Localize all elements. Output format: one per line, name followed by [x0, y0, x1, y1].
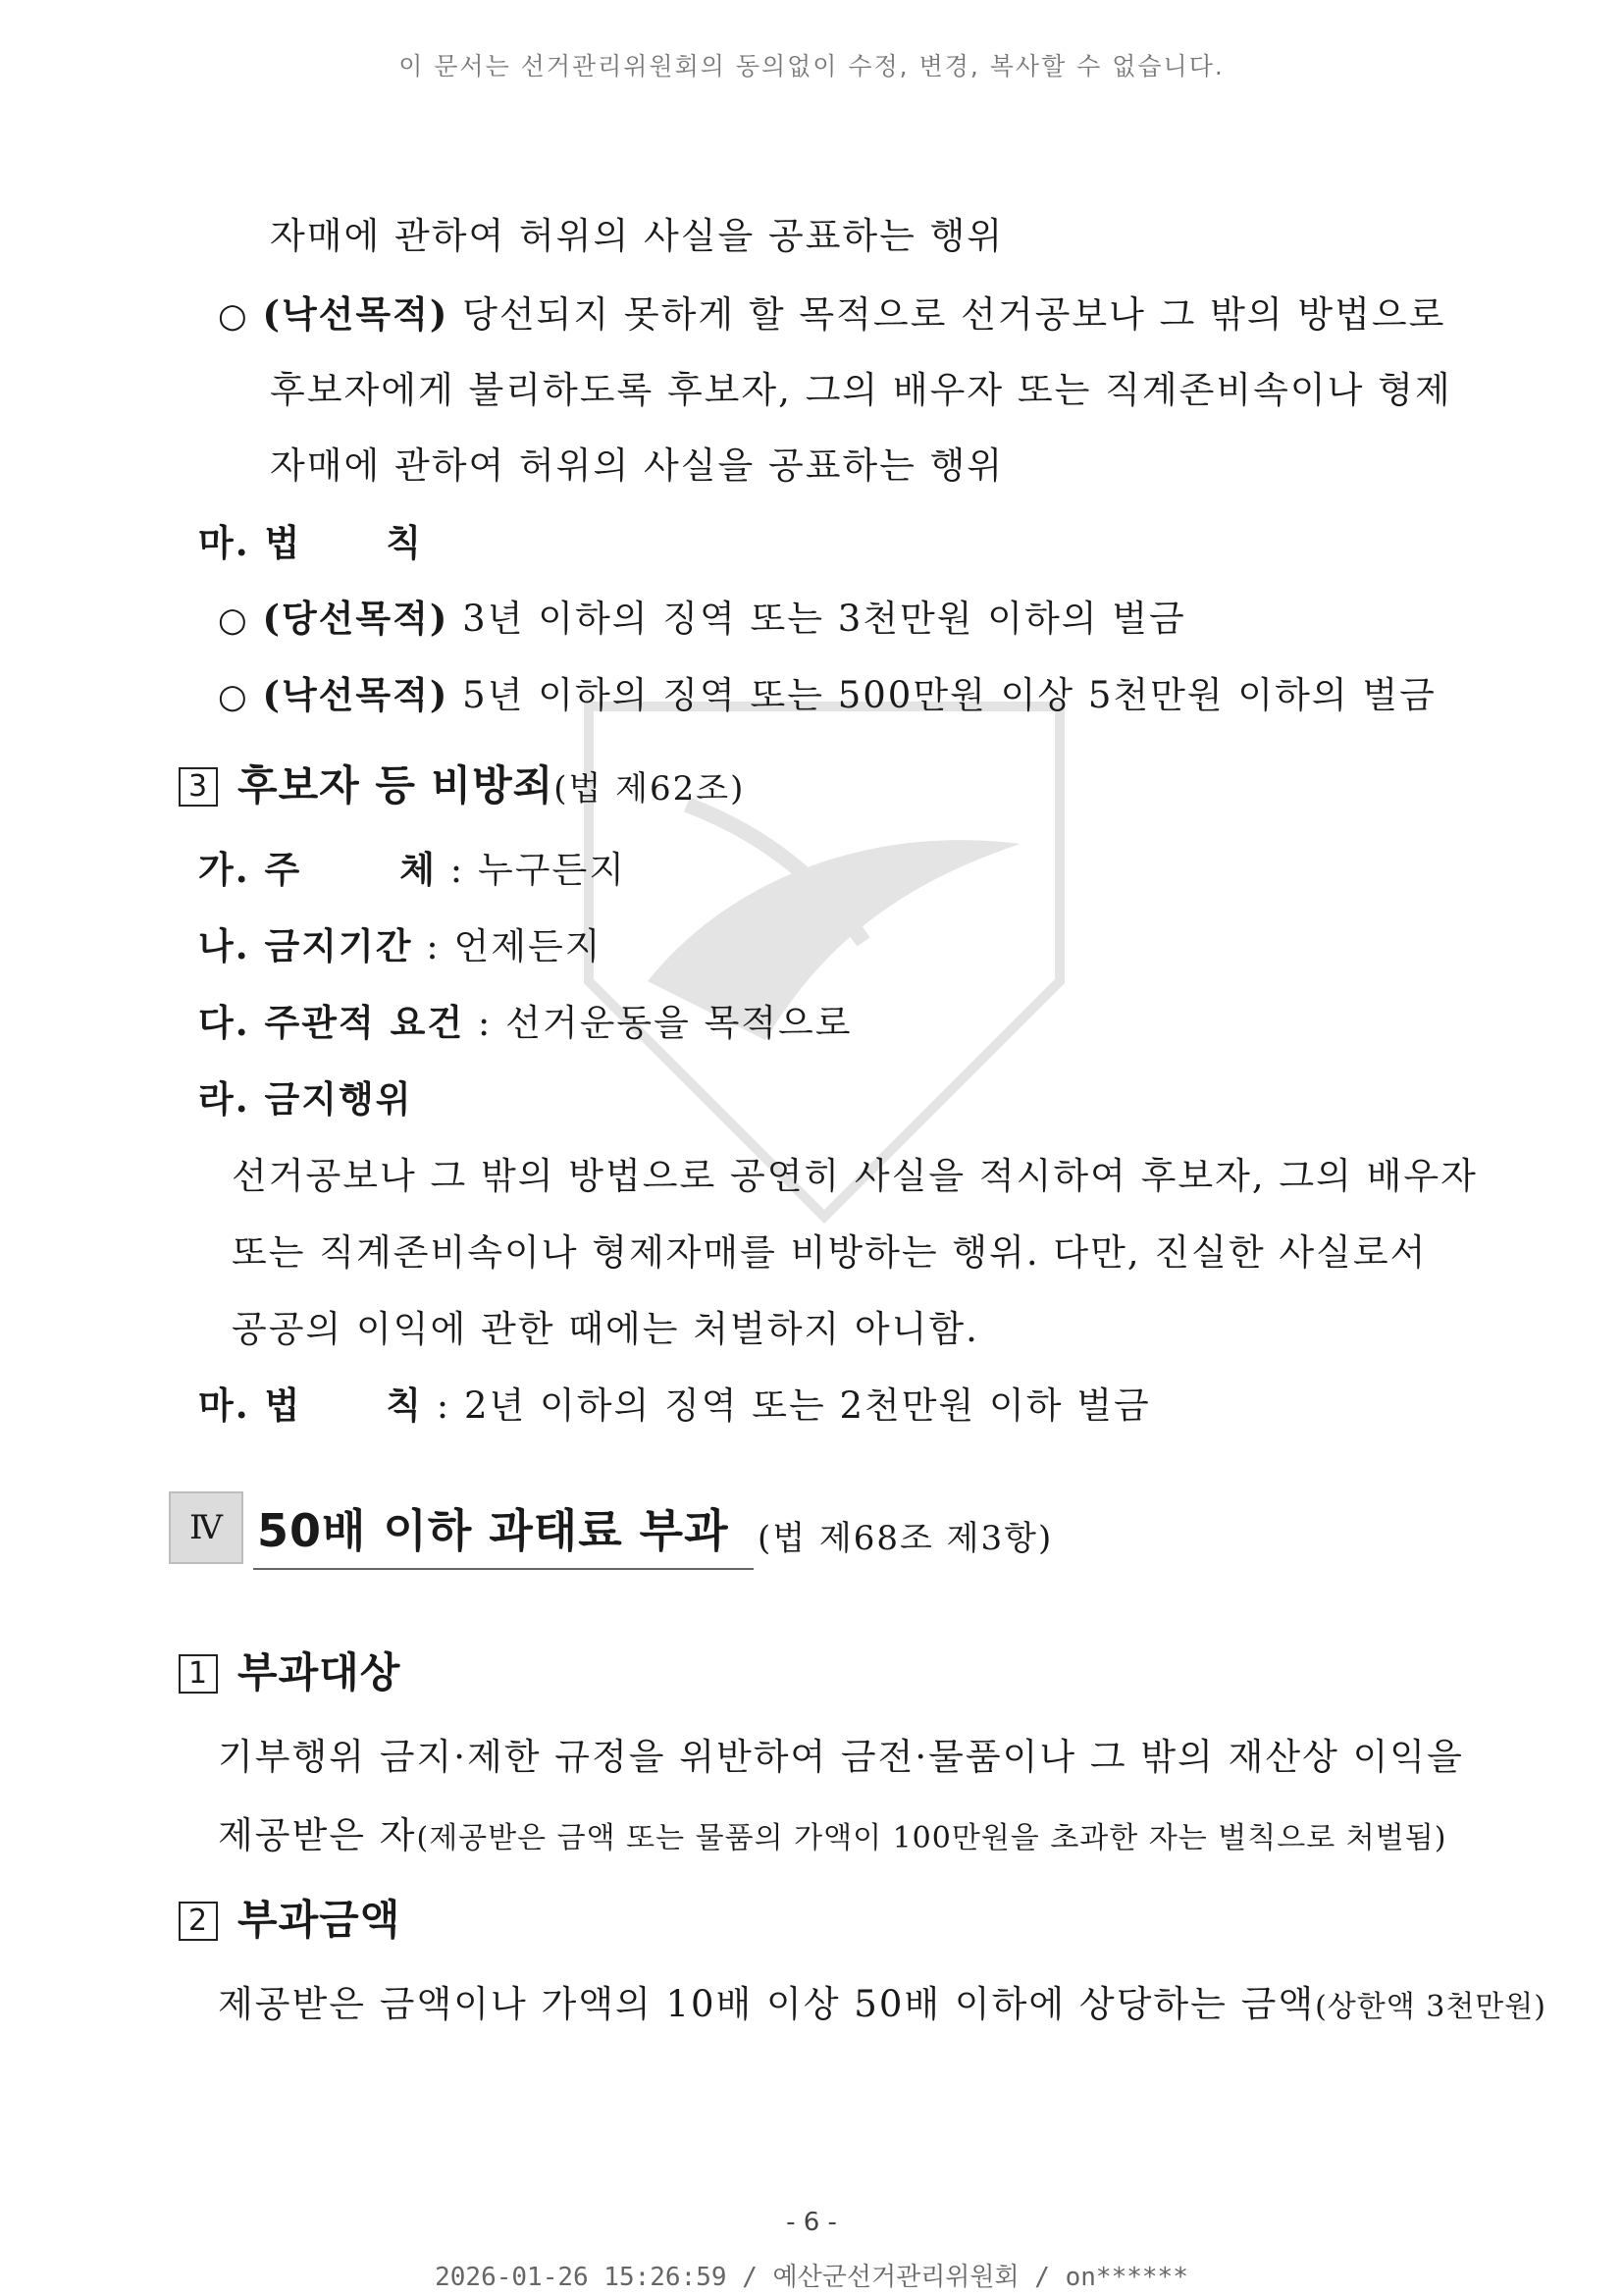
- section-title: 후보자 등 비방죄: [237, 761, 554, 809]
- item-text: 5년 이하의 징역 또는 500만원 이상 5천만원 이하의 벌금: [448, 674, 1437, 716]
- section-ref: (법 제62조): [553, 769, 746, 809]
- prohibited-label: 라. 금지행위: [198, 1077, 413, 1121]
- penalty-heading: [198, 513, 423, 566]
- item-label: (당선목적): [262, 597, 449, 640]
- print-stamp: 2026-01-26 15:26:59 / 예산군선거관리위원회 / on******: [435, 2263, 1188, 2292]
- target-note: (제공받은 금액 또는 물품의 가액이 100만원을 초과한 자는 벌칙으로 처벌됨): [416, 1821, 1447, 1855]
- item-text: 당선되지 못하게 할 목적으로 선거공보나 그 밖의 방법으로: [448, 293, 1446, 336]
- subjective-label: 다. 주관적 요건: [198, 1001, 465, 1044]
- chapter-ref: (법 제68조 제3항): [758, 1519, 1054, 1558]
- page-number: - 6 -: [786, 2208, 837, 2237]
- subjective-value: : 선거운동을 목적으로: [464, 1002, 853, 1044]
- item-label: (낙선목적): [262, 292, 449, 336]
- amount-main: 제공받은 금액이나 가액의 10배 이상 50배 이하에 상당하는 금액: [218, 1983, 1316, 2025]
- section-title: 부과금액: [237, 1896, 401, 1944]
- penalty-suffix: 칙: [386, 1383, 423, 1427]
- sec3-penalty-row: [198, 1376, 1151, 1429]
- bullet-circle-icon: ○: [218, 296, 249, 336]
- target-line1: 기부행위 금지·제한 규정을 위반하여 금전·물품이나 그 밖의 재산상 이익을: [218, 1736, 1464, 1778]
- amount-line: [218, 1974, 1546, 2027]
- prohibited-line3: 공공의 이익에 관한 때에는 처벌하지 아니함.: [232, 1308, 979, 1350]
- penalty-value: : 2년 이하의 징역 또는 2천만원 이하 벌금: [423, 1384, 1151, 1427]
- penalty-item-defeat: [218, 665, 1437, 718]
- sec2-item-line2: 후보자에게 불리하도록 후보자, 그의 배우자 또는 직계존비속이나 형제: [270, 369, 1452, 411]
- item-text: 3년 이하의 징역 또는 3천만원 이하의 벌금: [448, 598, 1186, 640]
- penalty-suffix: 칙: [386, 521, 423, 564]
- sec2-cont-line: 자매에 관하여 허위의 사실을 공표하는 행위: [270, 215, 1005, 257]
- subject-prefix: 가. 주: [198, 848, 302, 891]
- chapter-title-underline: [253, 1568, 754, 1570]
- section-number-box: 3: [179, 767, 218, 807]
- amount-note: (상한액 3천만원): [1315, 1990, 1546, 2024]
- bullet-circle-icon: ○: [218, 600, 249, 640]
- target-heading: [179, 1641, 400, 1699]
- sec2-item-line3: 자매에 관하여 허위의 사실을 공표하는 행위: [270, 444, 1005, 487]
- period-row: [198, 916, 602, 969]
- chapter-title: 50배 이하 과태료 부과: [257, 1504, 729, 1557]
- section-number-box: 1: [179, 1654, 218, 1694]
- penalty-prefix: 마. 법: [198, 521, 302, 564]
- subjective-row: [198, 993, 853, 1046]
- sec2-item-defeat: [218, 285, 1445, 338]
- period-value: : 언제든지: [412, 925, 602, 967]
- target-line2: [218, 1805, 1446, 1858]
- prohibited-line1: 선거공보나 그 밖의 방법으로 공연히 사실을 적시하여 후보자, 그의 배우자: [232, 1155, 1478, 1197]
- bullet-circle-icon: ○: [218, 677, 249, 716]
- period-label: 나. 금지기간: [198, 924, 413, 967]
- item-label: (낙선목적): [262, 673, 449, 716]
- penalty-prefix: 마. 법: [198, 1383, 302, 1427]
- chapter-roman-box: Ⅳ: [169, 1491, 243, 1564]
- section-number-box: 2: [179, 1902, 218, 1941]
- amount-heading: [179, 1888, 400, 1947]
- subject-row: [198, 840, 626, 893]
- subject-value: : 누구든지: [437, 849, 626, 891]
- penalty-item-win: [218, 589, 1186, 642]
- section-title: 부과대상: [237, 1648, 401, 1696]
- section-3-heading: [179, 754, 745, 812]
- subject-suffix: 체: [399, 848, 437, 891]
- copyright-notice: 이 문서는 선거관리위원회의 동의없이 수정, 변경, 복사할 수 없습니다.: [398, 52, 1225, 80]
- target-main: 제공받은 자: [218, 1814, 417, 1856]
- prohibited-line2: 또는 직계존비속이나 형제자매를 비방하는 행위. 다만, 진실한 사실로서: [232, 1231, 1428, 1274]
